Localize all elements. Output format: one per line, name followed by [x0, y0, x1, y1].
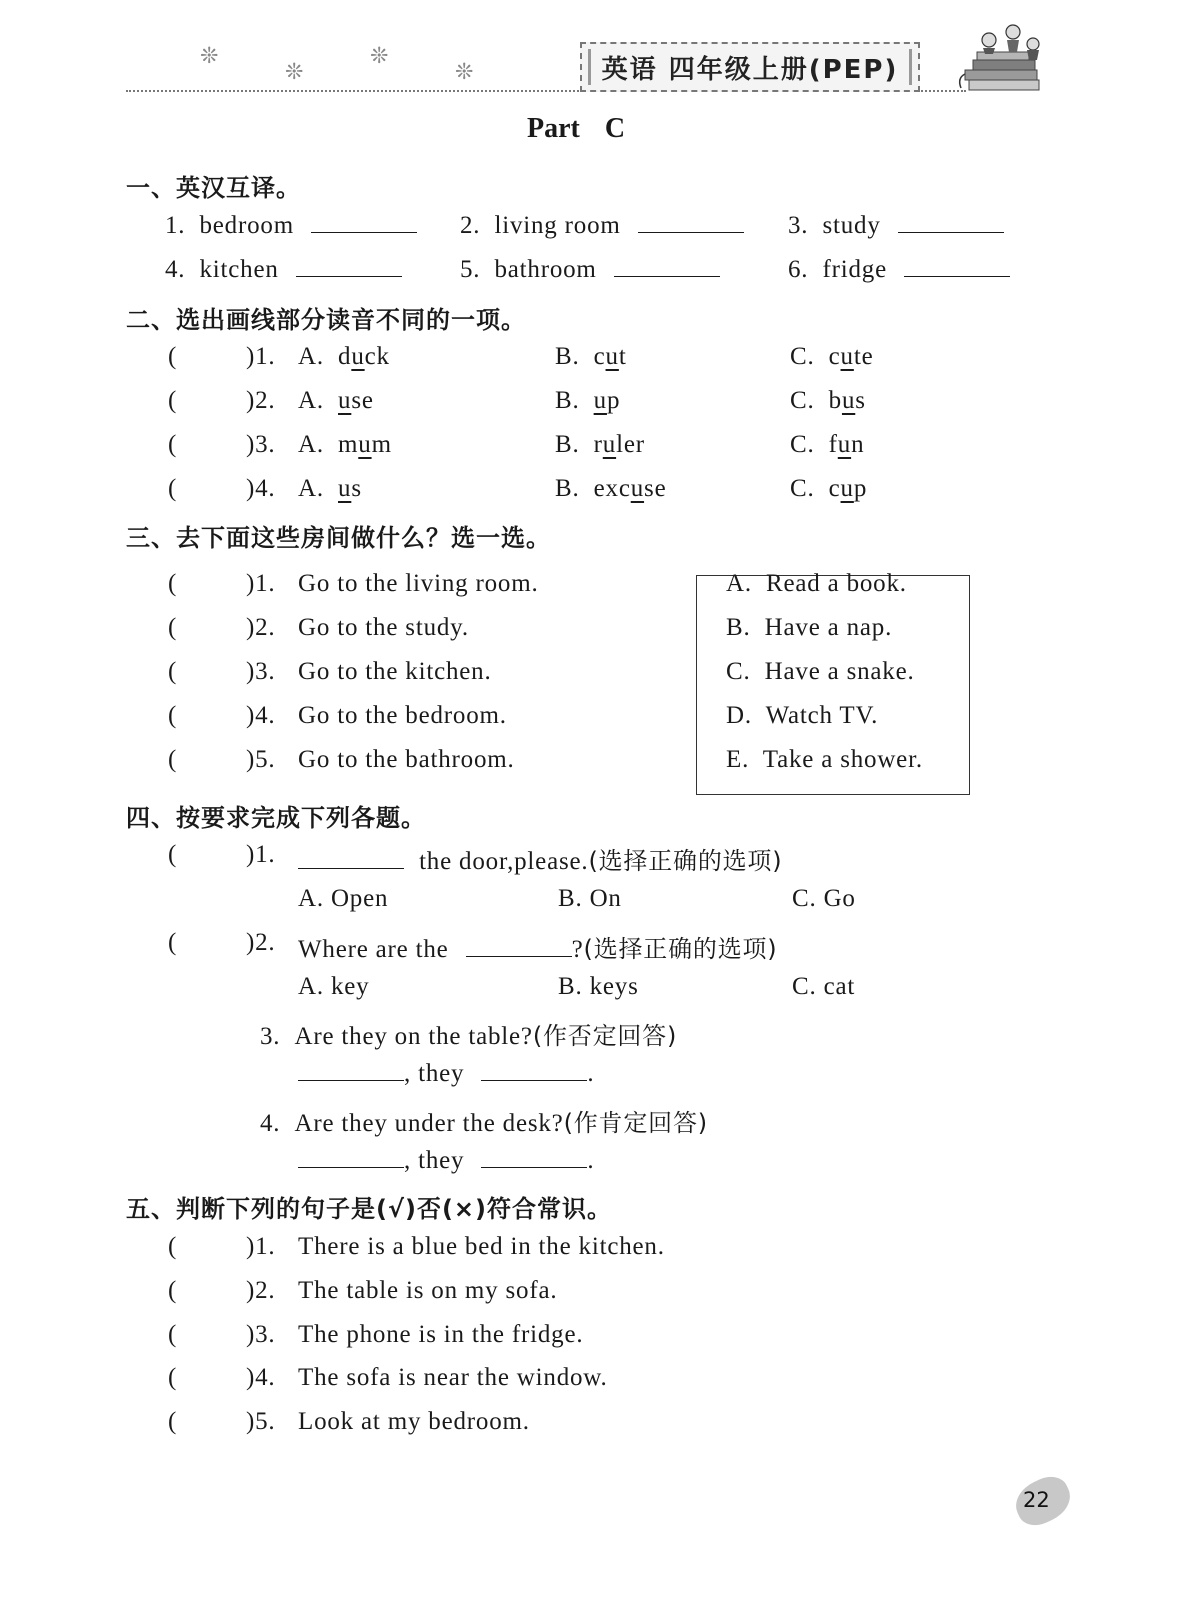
question-number: )2. [246, 614, 276, 641]
answer-blank[interactable] [614, 258, 720, 277]
question-number: )2. [246, 387, 276, 414]
judge-sentence: The sofa is near the window. [298, 1364, 608, 1391]
phonics-option-b[interactable]: B. excuse [555, 475, 667, 502]
phonics-option-c[interactable]: C. fun [790, 431, 865, 458]
question-number: )3. [246, 431, 276, 458]
answer-paren[interactable]: ( [168, 1233, 177, 1260]
phonics-option-a[interactable]: A. use [298, 387, 374, 414]
answer-blank[interactable] [466, 938, 572, 957]
question-number: )3. [246, 658, 276, 685]
choice-option[interactable]: C. Go [792, 885, 856, 912]
choice-option[interactable]: A. key [298, 973, 370, 1000]
phonics-option-b[interactable]: B. ruler [555, 431, 645, 458]
answer-paren[interactable]: ( [168, 702, 177, 729]
room-question: Go to the living room. [298, 570, 539, 597]
judge-sentence: The table is on my sofa. [298, 1277, 558, 1304]
answer-blank[interactable] [298, 1149, 404, 1168]
activity-option: D. Watch TV. [726, 702, 879, 729]
answer-paren[interactable]: ( [168, 746, 177, 773]
snowflake-icon: ❊ [370, 44, 389, 69]
translate-item-2: 2. living room [460, 212, 744, 240]
question-number: )4. [246, 702, 276, 729]
question-number: )1. [246, 570, 276, 597]
snowflake-icon: ❊ [200, 44, 219, 69]
room-question: Go to the bedroom. [298, 702, 507, 729]
section-2-title: 二、选出画线部分读音不同的一项。 [126, 306, 526, 334]
answer-paren[interactable]: ( [168, 1408, 177, 1435]
question-4: 4. Are they under the desk?(作肯定回答) [260, 1109, 708, 1137]
answer-paren[interactable]: ( [168, 841, 177, 868]
answer-paren[interactable]: ( [168, 1277, 177, 1304]
judge-sentence: The phone is in the fridge. [298, 1321, 584, 1348]
answer-paren[interactable]: ( [168, 570, 177, 597]
answer-line-3: , they . [288, 1060, 594, 1088]
choice-option[interactable]: B. On [558, 885, 622, 912]
book-title: 英语 四年级上册(PEP) [588, 49, 912, 85]
judge-sentence: There is a blue bed in the kitchen. [298, 1233, 665, 1260]
page-number: 22 [1023, 1488, 1050, 1512]
choice-option[interactable]: B. keys [558, 973, 639, 1000]
question-number: )2. [246, 929, 276, 956]
phonics-option-c[interactable]: C. cup [790, 475, 868, 502]
page-title: Part C [527, 113, 626, 144]
question-number: )5. [246, 1408, 276, 1435]
phonics-option-b[interactable]: B. cut [555, 343, 627, 370]
answer-blank[interactable] [481, 1149, 587, 1168]
answer-paren[interactable]: ( [168, 387, 177, 414]
snowflake-icon: ❊ [455, 60, 474, 85]
answer-paren[interactable]: ( [168, 929, 177, 956]
phonics-option-a[interactable]: A. us [298, 475, 362, 502]
translate-item-5: 5. bathroom [460, 256, 720, 284]
question-number: )5. [246, 746, 276, 773]
fill-question-1: the door,please.(选择正确的选项) [288, 841, 782, 876]
answer-blank[interactable] [904, 258, 1010, 277]
choice-option[interactable]: A. Open [298, 885, 389, 912]
answer-paren[interactable]: ( [168, 658, 177, 685]
question-number: )2. [246, 1277, 276, 1304]
phonics-option-b[interactable]: B. up [555, 387, 621, 414]
answer-blank[interactable] [311, 214, 417, 233]
answer-blank[interactable] [296, 258, 402, 277]
answer-blank[interactable] [481, 1062, 587, 1081]
activity-option: E. Take a shower. [726, 746, 923, 773]
question-number: )1. [246, 841, 276, 868]
answer-line-4: , they . [288, 1147, 594, 1175]
question-number: )4. [246, 1364, 276, 1391]
room-question: Go to the bathroom. [298, 746, 515, 773]
activity-option: A. Read a book. [726, 570, 907, 597]
answer-paren[interactable]: ( [168, 1321, 177, 1348]
answer-paren[interactable]: ( [168, 614, 177, 641]
question-number: )4. [246, 475, 276, 502]
section-3-title: 三、去下面这些房间做什么？选一选。 [126, 524, 551, 552]
question-number: )1. [246, 1233, 276, 1260]
section-1-title: 一、英汉互译。 [126, 174, 301, 202]
section-5-title: 五、判断下列的句子是(√)否(×)符合常识。 [126, 1195, 612, 1223]
phonics-option-a[interactable]: A. mum [298, 431, 392, 458]
answer-paren[interactable]: ( [168, 1364, 177, 1391]
kids-on-books-illustration [955, 18, 1055, 98]
answer-blank[interactable] [298, 850, 404, 869]
question-number: )1. [246, 343, 276, 370]
question-number: )3. [246, 1321, 276, 1348]
answer-blank[interactable] [638, 214, 744, 233]
room-question: Go to the study. [298, 614, 469, 641]
answer-paren[interactable]: ( [168, 343, 177, 370]
translate-item-4: 4. kitchen [165, 256, 402, 284]
answer-blank[interactable] [898, 214, 1004, 233]
room-question: Go to the kitchen. [298, 658, 492, 685]
activity-option: B. Have a nap. [726, 614, 893, 641]
choice-option[interactable]: C. cat [792, 973, 856, 1000]
book-title-banner [580, 42, 920, 92]
judge-sentence: Look at my bedroom. [298, 1408, 530, 1435]
translate-item-3: 3. study [788, 212, 1004, 240]
answer-blank[interactable] [298, 1062, 404, 1081]
phonics-option-a[interactable]: A. duck [298, 343, 390, 370]
question-3: 3. Are they on the table?(作否定回答) [260, 1022, 678, 1050]
phonics-option-c[interactable]: C. cute [790, 343, 874, 370]
answer-paren[interactable]: ( [168, 475, 177, 502]
snowflake-icon: ❊ [285, 60, 304, 85]
answer-paren[interactable]: ( [168, 431, 177, 458]
translate-item-1: 1. bedroom [165, 212, 417, 240]
activity-option: C. Have a snake. [726, 658, 915, 685]
section-4-title: 四、按要求完成下列各题。 [126, 804, 426, 832]
phonics-option-c[interactable]: C. bus [790, 387, 866, 414]
fill-question-2: Where are the ?(选择正确的选项) [298, 935, 778, 963]
translate-item-6: 6. fridge [788, 256, 1010, 284]
